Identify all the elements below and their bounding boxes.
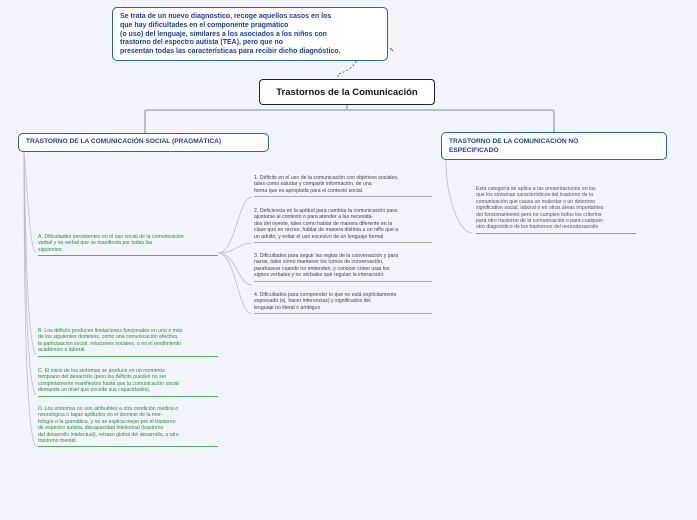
criterion-c[interactable]: C. El inicio de los síntomas se produce en un momento temprano del desarrollo (pero los déficits pueden no ser completamente manifiestos hasta que la comunicación social demanda un nivel que excede sus capacidades). [38,368,218,397]
note-box[interactable]: Se trata de un nuevo diagnostico, recoge aquellos casos en los que hay dificultades en el componente pragmático (o uso) del lenguaje, similares a los asociados a los niños con trastorno del espectro autista (TEA), pero que no presentan todas las características para recibir dicho diagnóstico. [112,7,388,61]
central-topic[interactable]: Trastornos de la Comunicación [259,79,435,105]
subitem-2[interactable]: 2. Deficiencia en la aptitud para cambiar la comunicación para ajustarse al contexto o para atender a las necesida- des del oyente, tales como hablar de manera diferente en la clase que en recreo, hablar de manera distinta a un niño que a un adulto, y evitar el uso excesivo de un lenguaje formal. [254,208,432,243]
connector-sub-3 [218,253,252,285]
connector-criteria-d [24,152,36,447]
criterion-a[interactable]: A. Dificultades persistentes en el uso social de la comunicación verbal y no verbal que se manifiesta por todas las siguientes: [38,234,218,256]
branch-unspecified[interactable]: TRASTORNO DE LA COMUNICACIÓN NO ESPECIFICADO [441,132,667,160]
connector-note-arrow [390,48,393,51]
subitem-1[interactable]: 1. Déficits en el uso de la comunicación con objetivos sociales, tales como saludar y compartir información, de una forma que es apropiada para el contexto social. [254,175,432,197]
criterion-d[interactable]: D. Los síntomas no son atribuibles a otra condición médica o neurológica o bajas aptitudes en el dominio de la mor- fología o la gramática, y no se explica mejor por el trastorno de espectro autista, discapacidad intelectual (trastorno del desarrollo intelectual), retraso global del desarrollo, u otro trastorno mental. [38,406,218,447]
connector-note-dashed [338,61,356,78]
unspecified-description[interactable]: Esta categoría se aplica a las presentaciones en las que los síntomas característicos del trastorno de la comunicación que causa un malestar o un deterioro significativo social, laboral o en otras áreas importantes del funcionamiento pero no cumplen todos los criterios para otro trastorno de la comunicación o para cualquier otro diagnóstico de los trastornos del neurodesarrollo [476,186,636,234]
connector-root-horizontal [145,110,554,133]
subitem-4[interactable]: 4. Dificultades para comprender lo que no está explícitamente expresado (ej. hacer inferencias) y significados del lenguaje no literal o ambiguo [254,292,432,314]
branch-social-pragmatic[interactable]: TRASTORNO DE LA COMUNICACIÓN SOCIAL (PRAGMÁTICA) [18,133,269,152]
subitem-3[interactable]: 3. Dificultades para seguir las reglas de la conversación y para narrar, tales como mantener los turnos de conversación, parafrasear cuando no entienden, y conocer cómo usar los signos verbales y no verbales que regulan la interacción. [254,253,432,282]
connector-description [446,160,472,233]
connector-criteria-c [24,152,36,395]
connector-sub-1 [218,197,252,253]
criterion-b[interactable]: B. Los déficits producen limitaciones funcionales en uno o más de los siguientes dominios, como una comunicación efectiva, la participación social, relaciones sociales, o en el rendimiento académico o laboral. [38,328,218,357]
